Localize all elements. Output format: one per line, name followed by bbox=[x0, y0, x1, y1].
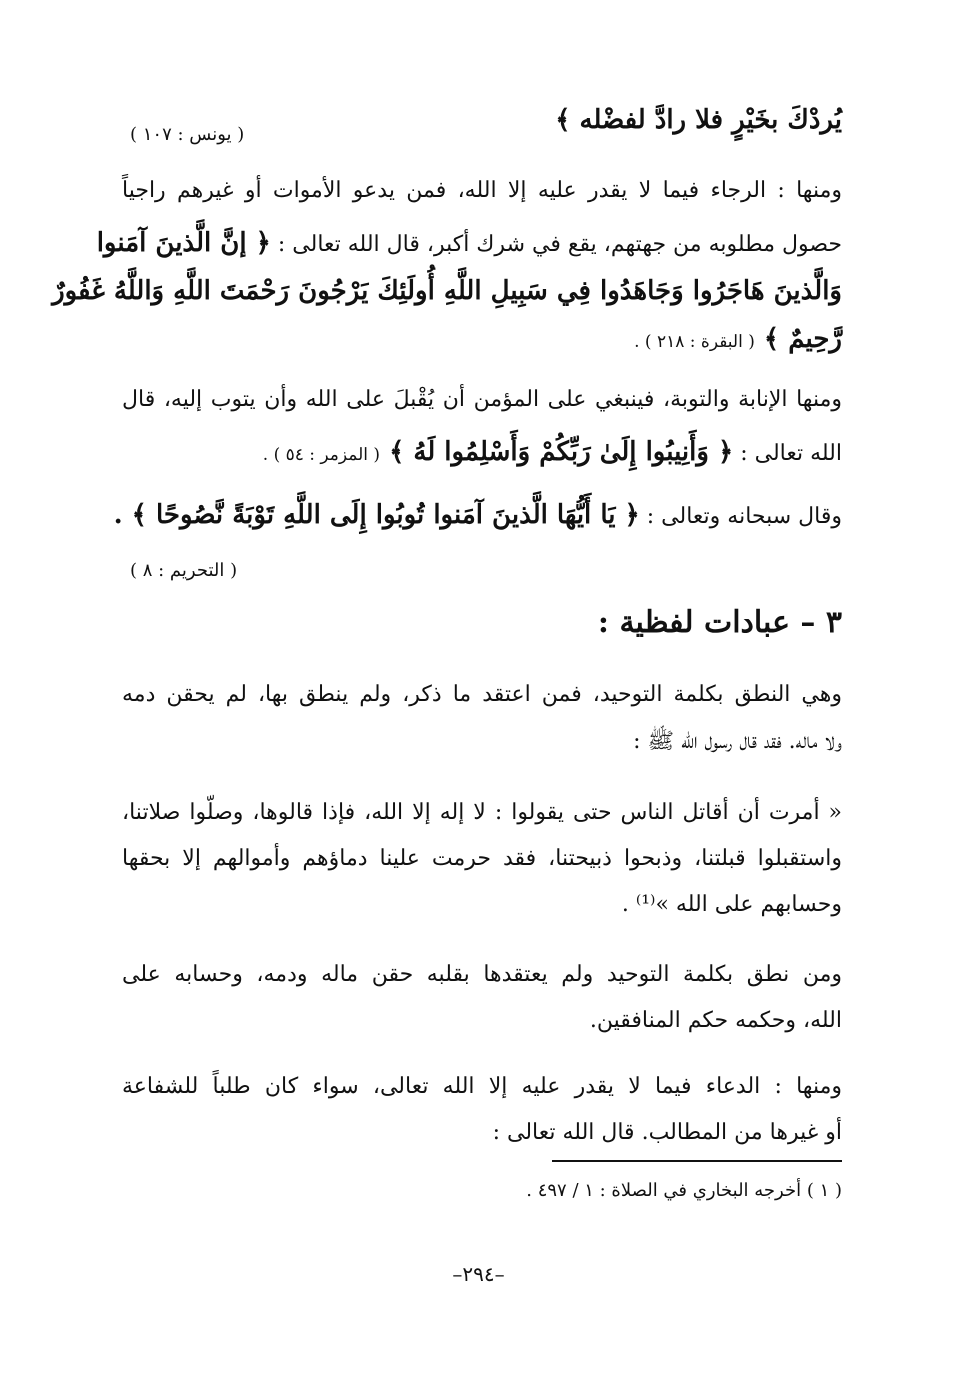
paragraph-text: وقال سبحانه وتعالى : bbox=[639, 504, 842, 529]
footnote-divider bbox=[552, 1160, 842, 1162]
hadith-line: وحسابهم على الله »⁽¹⁾ . bbox=[621, 892, 842, 917]
paragraph-line: ومن نطق بكلمة التوحيد ولم يعتقدها بقلبه حقن ماله ودمه، وحسابه على bbox=[122, 962, 842, 987]
footnote: ( ١ ) أخرجه البخاري في الصلاة : ١ / ٤٩٧ . bbox=[526, 1180, 842, 1201]
quran-verse-continuation: يُردْكَ بخَيْرٍ فلا رادَّ لفضْله ﴾ bbox=[555, 105, 842, 135]
paragraph-line: وهي النطق بكلمة التوحيد، فمن اعتقد ما ذكر، ولم ينطق بها، لم يحقن دمه bbox=[122, 682, 842, 707]
quran-verse: ﴿ وَأَنِيبُوا إِلَىٰ رَبِّكُمْ وَأَسْلِمُوا لَهُ ﴾ bbox=[380, 437, 734, 467]
verse-reference-yunus: ( يونس : ١٠٧ ) bbox=[130, 124, 245, 145]
quran-verse-line: وَالَّذينَ هَاجَرُوا وَجَاهَدُوا فِي سَبِيلِ اللَّهِ أُولَئِكَ يَرْجُونَ رَحْمَتَ اللَّهِ وَاللَّهُ غَفُورٌ bbox=[52, 276, 842, 306]
hadith-line: « أمرت أن أقاتل الناس حتى يقولوا : لا إله إلا الله، فإذا قالوها، وصلّوا صلاتنا، bbox=[122, 800, 842, 825]
paragraph-line bbox=[122, 324, 842, 355]
paragraph-line: ومنها الإنابة والتوبة، فينبغي على المؤمن أن يُقْبلَ على الله وأن يتوب إليه، قال bbox=[122, 387, 842, 412]
verse-reference-baqara: ( البقرة : ٢١٨ ) . bbox=[634, 332, 755, 352]
paragraph-line: ومنها : الرجاء فيما لا يقدر عليه إلا الله، فمن يدعو الأموات أو غيرهم راجياً bbox=[122, 178, 842, 203]
paragraph-text: حصول مطلوبه من جهتهم، يقع في شرك أكبر، قال الله تعالى : bbox=[270, 232, 842, 257]
paragraph-line bbox=[113, 500, 842, 531]
hadith-line: واستقبلوا قبلتنا، وذبحوا ذبيحتنا، فقد حرمت علينا دماؤهم وأموالهم إلا بحقها bbox=[122, 846, 842, 871]
quran-verse: ﴿ إنَّ الَّذينَ آمَنوا bbox=[96, 228, 271, 258]
paragraph-text: الله تعالى : bbox=[733, 441, 842, 466]
paragraph-line bbox=[122, 437, 842, 468]
paragraph-line: الله، وحكمه حكم المنافقين. bbox=[589, 1008, 842, 1033]
paragraph-line: أو غيرها من المطالب. قال الله تعالى : bbox=[492, 1120, 842, 1145]
page-number: –٢٩٤– bbox=[452, 1262, 505, 1286]
paragraph-line bbox=[96, 228, 842, 259]
verse-reference-muzammil: ( المزمر : ٥٤ ) . bbox=[262, 445, 381, 465]
paragraph-line: ولا ماله. فقد قال رسول الله ﷺ : bbox=[633, 729, 842, 754]
quran-verse: ﴿ يَا أَيُّهَا الَّذينَ آمَنوا تُوبُوا إِلَى اللَّهِ تَوْبَةً نَّصُوحًا ﴾ . bbox=[113, 500, 640, 530]
paragraph-line: ومنها : الدعاء فيما لا يقدر عليه إلا الله تعالى، سواء كان طلباً للشفاعة bbox=[122, 1074, 842, 1099]
section-heading: ٣ – عبادات لفظية : bbox=[597, 605, 842, 640]
quran-verse: رَّحِيمٌ ﴾ bbox=[754, 324, 842, 354]
verse-reference-tahrim: ( التحريم : ٨ ) bbox=[130, 560, 238, 581]
